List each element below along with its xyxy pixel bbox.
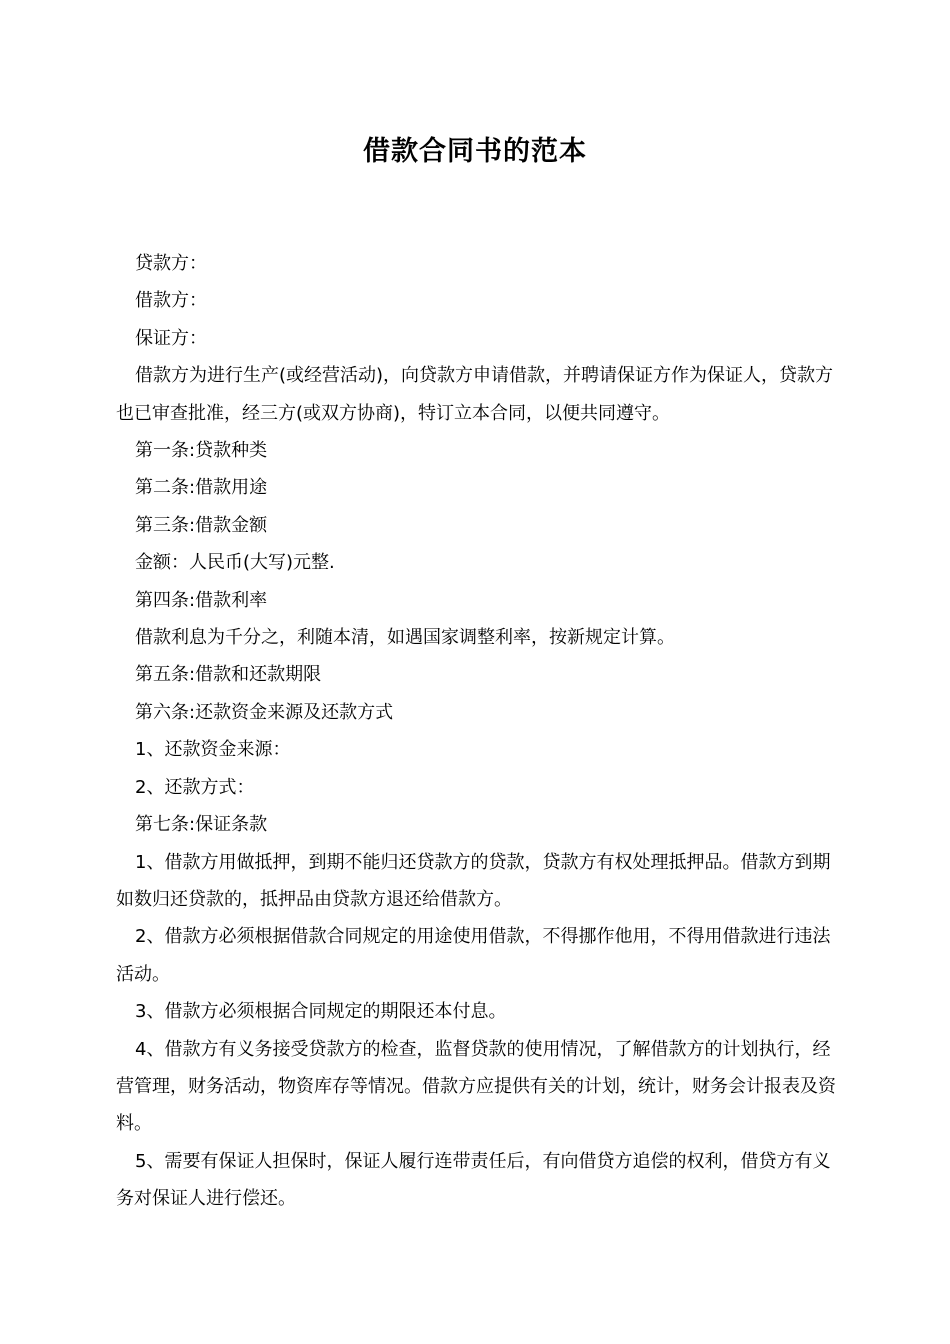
article-6-heading: 第六条:还款资金来源及还款方式 bbox=[135, 701, 394, 723]
paragraph-borrower: 借款方： bbox=[135, 290, 207, 312]
article-2-heading: 第二条:借款用途 bbox=[135, 477, 268, 499]
paragraph-amount: 金额：人民币(大写)元整. bbox=[135, 552, 335, 574]
article-7-heading: 第七条:保证条款 bbox=[135, 814, 268, 836]
paragraph-guarantor: 保证方： bbox=[135, 327, 207, 349]
paragraph-preamble: 借款方为进行生产(或经营活动)，向贷款方申请借款，并聘请保证方作为保证人，贷款方也已审查批准，经三方(或双方协商)，特订立本合同，以便共同遵守。 bbox=[116, 365, 834, 424]
document-body bbox=[116, 245, 840, 1218]
article-4-heading: 第四条:借款利率 bbox=[135, 589, 268, 611]
article-5-heading: 第五条:借款和还款期限 bbox=[135, 664, 322, 686]
guarantee-clause-5: 5、需要有保证人担保时，保证人履行连带责任后，有向借贷方追偿的权利，借贷方有义务对保证人进行偿还。 bbox=[116, 1150, 831, 1210]
repayment-source-item: 1、还款资金来源： bbox=[135, 739, 291, 761]
repayment-method-item: 2、还款方式： bbox=[135, 776, 255, 798]
article-1-heading: 第一条:贷款种类 bbox=[135, 440, 268, 462]
document-title: 借款合同书的范本 bbox=[363, 136, 587, 167]
article-3-heading: 第三条:借款金额 bbox=[135, 514, 268, 536]
guarantee-clause-3: 3、借款方必须根据合同规定的期限还本付息。 bbox=[135, 1001, 507, 1023]
guarantee-clause-2: 2、借款方必须根据借款合同规定的用途使用借款，不得挪作他用，不得用借款进行违法活动。 bbox=[116, 926, 831, 985]
guarantee-clause-4: 4、借款方有义务接受贷款方的检查，监督贷款的使用情况，了解借款方的计划执行，经营管理，财务活动，物资库存等情况。借款方应提供有关的计划，统计，财务会计报表及资料。 bbox=[116, 1038, 836, 1135]
paragraph-lender: 贷款方： bbox=[135, 253, 207, 274]
paragraph-interest: 借款利息为千分之，利随本清，如遇国家调整利率，按新规定计算。 bbox=[135, 627, 675, 649]
guarantee-clause-1: 1、借款方用做抵押，到期不能归还贷款方的贷款，贷款方有权处理抵押品。借款方到期如数归还贷款的，抵押品由贷款方退还给借款方。 bbox=[116, 851, 831, 910]
